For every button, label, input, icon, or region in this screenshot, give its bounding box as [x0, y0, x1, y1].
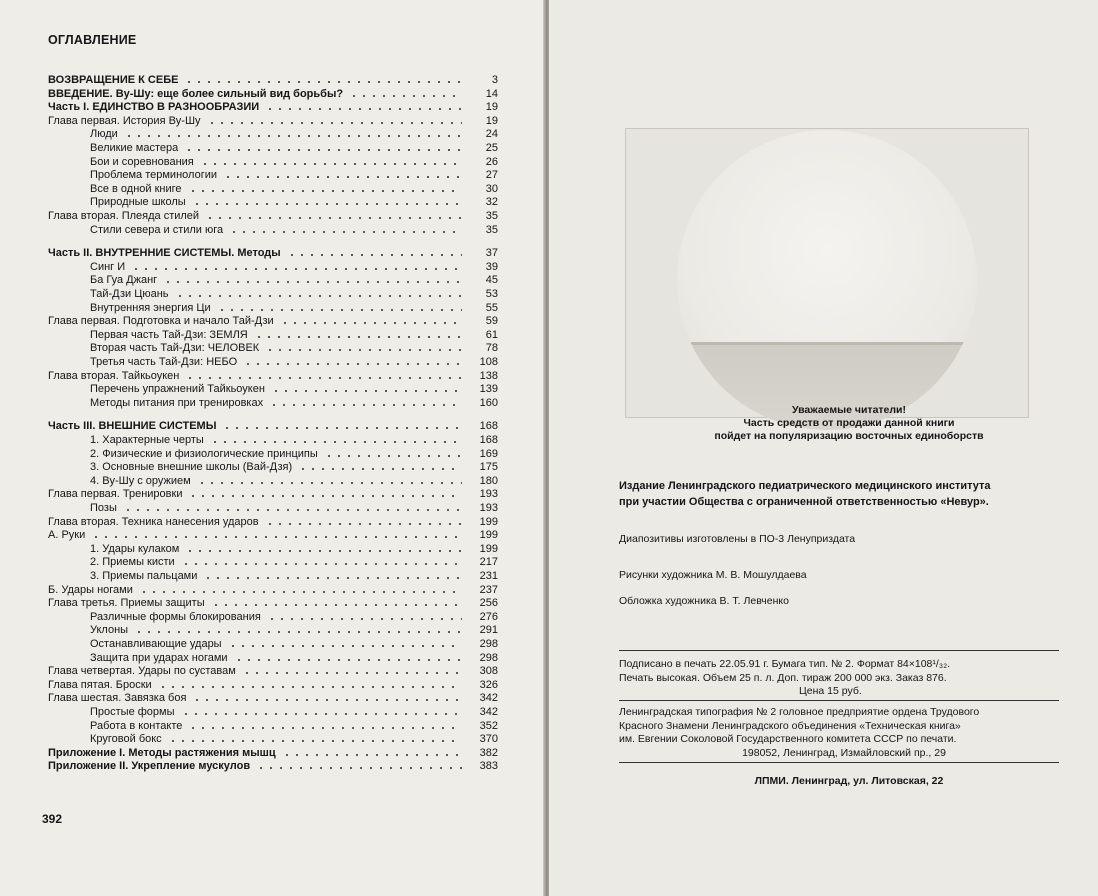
toc-entry	[0, 273, 545, 287]
toc-entry-title: 1. Удары кулаком	[90, 542, 180, 555]
divider	[619, 762, 1059, 763]
toc-entry	[0, 369, 545, 383]
print-line: Цена 15 руб.	[799, 685, 862, 697]
toc-leader-dots	[123, 501, 462, 515]
toc-entry-page: 55	[485, 301, 498, 314]
right-page	[549, 0, 1098, 896]
toc-entry-title: Глава вторая. Плеяда стилей	[48, 210, 200, 222]
toc-leader-dots	[200, 155, 462, 169]
toc-entry	[0, 678, 545, 692]
toc-entry-page: 35	[485, 210, 498, 222]
toc-entry	[0, 100, 545, 114]
toc-entry-page: 383	[479, 760, 498, 773]
toc-entry-title: Синг И	[90, 260, 126, 273]
toc-entry-title: Работа в контакте	[90, 719, 183, 732]
toc-entry-page: 231	[479, 570, 498, 582]
toc-leader-dots	[207, 114, 462, 128]
toc-leader-dots	[124, 127, 462, 141]
toc-entry-title: 2. Физические и физиологические принципы	[90, 447, 318, 460]
toc-entry-page: 308	[479, 665, 498, 678]
toc-entry	[0, 73, 545, 87]
toc-leader-dots	[256, 759, 462, 773]
toc-entry-title: Первая часть Тай-Дзи: ЗЕМЛЯ	[90, 328, 248, 341]
print-details	[619, 658, 1069, 699]
toc-leader-dots	[243, 355, 462, 369]
toc-entry-page: 25	[485, 142, 498, 154]
toc-entry	[0, 596, 545, 610]
left-page	[0, 0, 545, 896]
toc-entry	[0, 260, 545, 274]
toc-entry-page: 19	[485, 114, 498, 127]
toc-entry	[0, 732, 545, 746]
reader-notice	[639, 404, 1059, 443]
toc-entry	[0, 515, 545, 529]
toc-leader-dots	[228, 637, 462, 651]
toc-entry-page: 61	[485, 328, 498, 341]
toc-entry-page: 19	[485, 101, 498, 114]
toc-leader-dots	[181, 705, 462, 719]
toc-entry-title: ВОЗВРАЩЕНИЕ К СЕБЕ	[48, 74, 179, 86]
toc-entry	[0, 155, 545, 169]
toc-entry	[0, 433, 545, 447]
toc-entry-page: 35	[485, 223, 498, 236]
toc-entry	[0, 328, 545, 342]
toc-leader-dots	[158, 678, 462, 692]
toc-entry-title: Перечень упражнений Тайкьоукен	[90, 383, 265, 396]
toc-entry-page: 14	[485, 87, 498, 100]
toc-entry-title: Вторая часть Тай-Дзи: ЧЕЛОВЕК	[90, 342, 260, 355]
toc-leader-dots	[184, 73, 462, 87]
toc-entry-title: 3. Приемы пальцами	[90, 570, 198, 582]
toc-entry-title: Круговой бокс	[90, 733, 162, 746]
toc-entry	[0, 287, 545, 301]
slides-credit: Диапозитивы изготовлены в ПО-3 Ленуприздата	[619, 533, 856, 545]
toc-entry	[0, 114, 545, 128]
toc-entry-title: Глава первая. Подготовка и начало Тай-Дзи	[48, 315, 274, 328]
toc-entry-page: 78	[485, 342, 498, 355]
toc-entry-page: 199	[479, 515, 498, 528]
toc-entry	[0, 382, 545, 396]
print-line: Подписано в печать 22.05.91 г. Бумага тип. № 2. Формат 84×108¹/₃₂.	[619, 658, 951, 670]
toc-entry-title: Глава четвертая. Удары по суставам	[48, 665, 236, 678]
toc-entry-title: Бои и соревнования	[90, 155, 194, 168]
toc-leader-dots	[234, 651, 462, 665]
toc-entry-page: 382	[479, 746, 498, 759]
toc-entry	[0, 355, 545, 369]
toc-entry	[0, 583, 545, 597]
toc-leader-dots	[185, 542, 462, 556]
toc-leader-dots	[188, 487, 462, 501]
toc-entry	[0, 542, 545, 556]
toc-entry-page: 32	[485, 196, 498, 209]
publisher-line: при участии Общества с ограниченной ответственностью «Невур».	[619, 496, 989, 508]
toc-entry-page: 217	[479, 556, 498, 569]
toc-leader-dots	[210, 433, 462, 447]
toc-entry	[0, 501, 545, 515]
printer-details	[619, 706, 1069, 760]
toc-leader-dots	[265, 515, 462, 529]
toc-entry-title: Останавливающие удары	[90, 638, 222, 650]
toc-entry-page: 37	[485, 247, 498, 260]
toc-leader-dots	[269, 396, 462, 410]
toc-entry-page: 39	[485, 260, 498, 273]
toc-entry-page: 199	[479, 529, 498, 542]
toc-leader-dots	[188, 182, 462, 196]
toc-entry-title: Великие мастера	[90, 142, 179, 154]
toc-entry	[0, 555, 545, 569]
toc-entry-page: 298	[479, 638, 498, 650]
divider	[619, 700, 1059, 701]
toc-entry-title: Приложение I. Методы растяжения мышц	[48, 746, 276, 759]
toc-entry	[0, 487, 545, 501]
toc-entry-title: Приложение II. Укрепление мускулов	[48, 760, 251, 773]
toc-entry-page: 370	[479, 733, 498, 746]
toc-entry	[0, 759, 545, 773]
toc-entry-title: Тай-Дзи Цюань	[90, 288, 169, 300]
toc-leader-dots	[287, 246, 462, 260]
toc-entry-page: 298	[479, 651, 498, 664]
toc-entry-title: Защита при ударах ногами	[90, 651, 228, 664]
toc-entry-title: Глава первая. История Ву-Шу	[48, 114, 201, 127]
toc-entry-title: Уклоны	[90, 624, 129, 637]
toc-entry-page: 352	[479, 719, 498, 732]
toc-entry-page: 3	[491, 74, 498, 86]
toc-entry-page: 138	[479, 369, 498, 382]
toc-leader-dots	[298, 460, 462, 474]
toc-entry	[0, 474, 545, 488]
toc-entry-title: 2. Приемы кисти	[90, 556, 175, 569]
toc-entry-page: 256	[479, 597, 498, 610]
toc-entry-page: 108	[479, 356, 498, 368]
faded-illustration	[677, 130, 977, 430]
toc-leader-dots	[242, 664, 462, 678]
notice-line: Часть средств от продажи данной книги	[743, 417, 955, 429]
toc-entry	[0, 460, 545, 474]
toc-entry-title: 4. Ву-Шу с оружием	[90, 474, 191, 487]
toc-leader-dots	[229, 223, 462, 237]
toc-leader-dots	[205, 209, 462, 223]
toc-entry	[0, 419, 545, 433]
toc-leader-dots	[163, 273, 462, 287]
toc-entry-page: 193	[479, 502, 498, 514]
toc-entry-title: Глава третья. Приемы защиты	[48, 597, 205, 610]
toc-entry	[0, 396, 545, 410]
toc-entry	[0, 87, 545, 101]
toc-entry-page: 59	[485, 315, 498, 328]
toc-entry	[0, 195, 545, 209]
toc-entry	[0, 637, 545, 651]
toc-entry-page: 291	[479, 624, 498, 637]
toc-entry	[0, 746, 545, 760]
toc-entry-title: А. Руки	[48, 529, 86, 542]
lpmi-address: ЛПМИ. Ленинград, ул. Литовская, 22	[754, 775, 944, 787]
toc-entry-title: ВВЕДЕНИЕ. Ву-Шу: еще более сильный вид борьбы?	[48, 87, 344, 100]
toc-entry-title: Все в одной книге	[90, 182, 182, 195]
toc-entry-page: 168	[479, 434, 498, 446]
printer-line: 198052, Ленинград, Измайловский пр., 29	[742, 746, 946, 759]
toc-entry-page: 175	[479, 461, 498, 474]
toc-entry	[0, 664, 545, 678]
toc-entry-title: Внутренняя энергия Ци	[90, 301, 211, 314]
toc-entry-title: Проблема терминологии	[90, 169, 217, 182]
toc-leader-dots	[197, 474, 462, 488]
toc-entry-page: 139	[479, 383, 498, 396]
toc-leader-dots	[192, 691, 462, 705]
notice-line: Уважаемые читатели!	[791, 404, 907, 416]
drawings-credit: Рисунки художника М. В. Мошулдаева	[619, 569, 807, 581]
toc-entry-page: 199	[479, 542, 498, 555]
toc-leader-dots	[254, 328, 462, 342]
toc-leader-dots	[185, 369, 462, 383]
toc-leader-dots	[203, 569, 462, 583]
toc-entry-page: 193	[479, 488, 498, 501]
toc-entry	[0, 301, 545, 315]
toc-entry	[0, 246, 545, 260]
toc-entry-page: 27	[485, 169, 498, 182]
toc-entry-page: 30	[485, 182, 498, 195]
toc-entry-page: 237	[479, 583, 498, 596]
toc-entry	[0, 610, 545, 624]
toc-entry-title: Часть III. ВНЕШНИЕ СИСТЕМЫ	[48, 420, 217, 433]
notice-line: пойдет на популяризацию восточных единоборств	[714, 430, 984, 442]
cover-credit: Обложка художника В. Т. Левченко	[619, 595, 789, 607]
toc-entry-page: 24	[485, 128, 498, 141]
toc-entry	[0, 168, 545, 182]
toc-entry-page: 45	[485, 274, 498, 287]
toc-entry-page: 168	[479, 420, 498, 433]
toc-entry-title: Стили севера и стили юга	[90, 223, 224, 236]
toc-entry-page: 342	[479, 706, 498, 718]
toc-entry-page: 342	[479, 692, 498, 705]
toc-leader-dots	[175, 287, 462, 301]
toc-leader-dots	[222, 419, 462, 433]
toc-leader-dots	[139, 583, 462, 597]
toc-leader-dots	[134, 623, 462, 637]
toc-leader-dots	[265, 100, 462, 114]
toc-leader-dots	[181, 555, 462, 569]
toc-entry-page: 326	[479, 678, 498, 691]
toc-entry-page: 169	[479, 447, 498, 460]
toc-entry	[0, 528, 545, 542]
toc-entry-page: 276	[479, 610, 498, 623]
toc-entry-title: 3. Основные внешние школы (Вай-Дзя)	[90, 461, 293, 474]
toc-entry-title: Методы питания при тренировках	[90, 396, 264, 409]
toc-heading: ОГЛАВЛЕНИЕ	[48, 33, 137, 47]
toc-leader-dots	[91, 528, 462, 542]
toc-entry-title: Позы	[90, 502, 117, 514]
printer-line: Ленинградская типография № 2 головное предприятие ордена Трудового	[619, 706, 980, 718]
print-line: Печать высокая. Объем 25 п. л. Доп. тираж 200 000 экз. Заказ 876.	[619, 671, 947, 684]
toc-leader-dots	[271, 382, 462, 396]
toc-leader-dots	[349, 87, 462, 101]
publisher-statement	[619, 478, 1079, 510]
toc-entry-title: Глава первая. Тренировки	[48, 488, 183, 501]
toc-leader-dots	[211, 596, 462, 610]
toc-entry	[0, 223, 545, 237]
toc-entry	[0, 141, 545, 155]
toc-entry	[0, 623, 545, 637]
toc-leader-dots	[267, 610, 462, 624]
toc-entry-title: Глава вторая. Тайкьоукен	[48, 369, 180, 382]
toc-leader-dots	[217, 301, 462, 315]
toc-entry-title: Часть I. ЕДИНСТВО В РАЗНООБРАЗИИ	[48, 101, 260, 114]
divider	[619, 650, 1059, 651]
toc-entry	[0, 719, 545, 733]
toc-entry	[0, 705, 545, 719]
toc-entry	[0, 182, 545, 196]
printer-line: Красного Знамени Ленинградского объединения «Техническая книга»	[619, 719, 961, 732]
toc-entry	[0, 651, 545, 665]
toc-entry-title: Третья часть Тай-Дзи: НЕБО	[90, 356, 238, 368]
toc-entry-title: Различные формы блокирования	[90, 610, 261, 623]
toc-leader-dots	[184, 141, 462, 155]
page-number: 392	[42, 812, 63, 826]
toc-entry-page: 53	[485, 288, 498, 300]
toc-entry	[0, 691, 545, 705]
toc-entry	[0, 341, 545, 355]
toc-entry-title: 1. Характерные черты	[90, 434, 204, 446]
toc-entry-title: Природные школы	[90, 196, 186, 209]
toc-leader-dots	[282, 746, 462, 760]
printer-line: им. Евгении Соколовой Государственного комитета СССР по печати.	[619, 733, 957, 745]
toc-entry-page: 26	[485, 155, 498, 168]
toc-leader-dots	[192, 195, 462, 209]
toc-entry-title: Глава пятая. Броски	[48, 678, 152, 691]
toc-entry	[0, 314, 545, 328]
toc-entry-title: Б. Удары ногами	[48, 583, 133, 596]
toc-entry-title: Глава шестая. Завязка боя	[48, 692, 187, 705]
toc-entry-page: 180	[479, 474, 498, 487]
toc-leader-dots	[280, 314, 462, 328]
toc-entry-title: Часть II. ВНУТРЕННИЕ СИСТЕМЫ. Методы	[48, 247, 281, 260]
toc-entry-title: Ба Гуа Джанг	[90, 274, 158, 287]
toc-leader-dots	[265, 341, 462, 355]
toc-leader-dots	[188, 719, 462, 733]
toc-entry-page: 160	[479, 396, 498, 409]
toc-entry-title: Люди	[90, 128, 118, 141]
toc-entry-title: Простые формы	[90, 706, 175, 718]
toc-leader-dots	[131, 260, 462, 274]
toc-entry	[0, 447, 545, 461]
publisher-line: Издание Ленинградского педиатрического медицинского института	[619, 480, 991, 492]
toc-entry	[0, 209, 545, 223]
toc-entry	[0, 127, 545, 141]
toc-entry-title: Глава вторая. Техника нанесения ударов	[48, 515, 259, 528]
toc-leader-dots	[223, 168, 462, 182]
toc-leader-dots	[168, 732, 462, 746]
toc-entry	[0, 569, 545, 583]
toc-leader-dots	[324, 447, 462, 461]
